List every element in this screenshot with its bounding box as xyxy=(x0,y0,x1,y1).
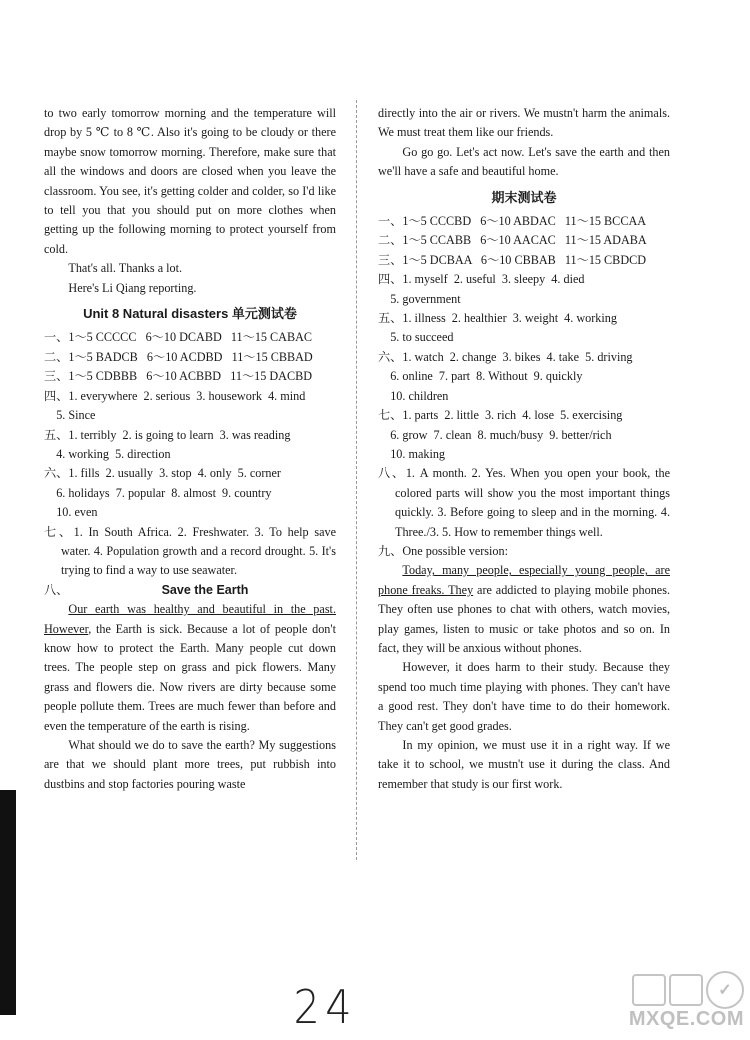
answer-line: 六、1. fills 2. usually 3. stop 4. only 5. corner xyxy=(44,466,281,481)
answer-line: 三、1～5 CDBBB 6～10 ACBBD 11～15 DACBD xyxy=(44,369,313,384)
answer-line: 七、1. parts 2. little 3. rich 4. lose 5. exercising xyxy=(378,408,623,423)
answer-line: 6. grow 7. clean 8. much/busy 9. better/rich xyxy=(378,427,612,442)
essay-title: Save the Earth xyxy=(161,582,249,597)
essay-paragraph: Go go go. Let's act now. Let's save the earth and then we'll have a safe and beautiful home. xyxy=(378,144,670,179)
watermark-block-icon xyxy=(669,974,703,1006)
column-divider xyxy=(356,100,357,860)
answer-line: 二、1～5 BADCB 6～10 ACDBD 11～15 CBBAD xyxy=(44,349,313,364)
answer-line: 4. working 5. direction xyxy=(44,446,171,461)
final-test-title: 期末测试卷 xyxy=(491,189,557,205)
answer-line: 5. Since xyxy=(44,408,96,423)
answer-line: 5. government xyxy=(378,291,461,306)
answer-line: 一、1～5 CCCBD 6～10 ABDAC 11～15 BCCAA xyxy=(378,214,647,229)
essay-paragraph xyxy=(44,600,336,736)
answer-line: 6. online 7. part 8. Without 9. quickly xyxy=(378,369,583,384)
watermark-logo xyxy=(594,972,744,1034)
essay-continuation: directly into the air or rivers. We mustn't harm the animals. We must treat them like our friends. xyxy=(378,106,670,140)
intro-paragraph: to two early tomorrow morning and the temperature will drop by 5 ℃ to 8 ℃. Also it's going to be cloudy or there maybe snow tomorrow morning. Therefore, make sure that all the windows and doors are closed when you leave the classroom. You see, it's getting colder and colder, so I'd like to tell you that you should put on more clothes when getting up the following morning to protect yourself from cold. xyxy=(44,106,336,256)
essay-underlined-text: Today, many people, especially young people, are phone freaks. They xyxy=(378,563,670,597)
answer-line: 五、1. terribly 2. is going to learn 3. was reading xyxy=(44,427,291,442)
essay-underlined-text: Our earth was healthy and beautiful in the past. However xyxy=(44,602,336,636)
closing-line-1: That's all. Thanks a lot. xyxy=(68,261,183,276)
unit-title: Unit 8 Natural disasters 单元测试卷 xyxy=(83,306,297,322)
essay-text: , the Earth is sick. Because a lot of people don't know how to protect the Earth. Many people cut down trees. The people step on grass and pick flowers. Many grass and flowers die. Now rivers are dirty because some people pollute them. Trees are much fewer than before and even the temperature of the earth is rising. xyxy=(44,621,336,733)
reading-answers: 七、1. In South Africa. 2. Freshwater. 3. To help save water. 4. Population growth and a record drought. 5. It's trying to find a way to use seawater. xyxy=(44,524,336,578)
answer-line: 二、1～5 CCABB 6～10 AACAC 11～15 ADABA xyxy=(378,233,647,248)
essay-header xyxy=(44,581,336,600)
answer-line: 6. holidays 7. popular 8. almost 9. country xyxy=(44,485,272,500)
answer-line: 一、1～5 CCCCC 6～10 DCABD 11～15 CABAC xyxy=(44,330,313,345)
answer-line: 四、1. myself 2. useful 3. sleepy 4. died xyxy=(378,272,585,287)
scan-edge-shadow xyxy=(0,790,16,1015)
answer-line: 5. to succeed xyxy=(378,330,454,345)
answer-line: 六、1. watch 2. change 3. bikes 4. take 5. driving xyxy=(378,349,633,364)
right-column xyxy=(378,104,670,794)
essay-paragraph xyxy=(378,561,670,658)
essay-paragraph: In my opinion, we must use it in a right way. If we take it to school, we mustn't use it during the class. And remember that study is our first work. xyxy=(378,738,670,791)
answer-line: 10. making xyxy=(378,446,446,461)
closing-line-2: Here's Li Qiang reporting. xyxy=(68,280,197,295)
essay-paragraph: What should we do to save the earth? My suggestions are that we should plant more trees, put rubbish into dustbins and stop factories pouring waste xyxy=(44,738,336,791)
answer-line: 三、1～5 DCBAA 6～10 CBBAB 11～15 CBDCD xyxy=(378,252,647,267)
watermark-circle-icon: ✓ xyxy=(706,971,744,1009)
watermark-emblem xyxy=(594,972,744,1008)
reading-answers: 八、1. A month. 2. Yes. When you open your book, the colored parts will show you the most important things quickly. 3. Before going to sleep and in the morning. 4. Three./3. 5. How to remember things well. xyxy=(378,466,670,539)
writing-label: 九、One possible version: xyxy=(378,543,508,558)
essay-paragraph: However, it does harm to their study. Because they spend too much time playing with phones. They can't have a good rest. They don't have time to do their homework. They can't get good grades. xyxy=(378,660,670,733)
watermark-url: MXQE.COM xyxy=(628,1008,744,1030)
essay-number: 八、 xyxy=(44,582,69,597)
page-number: 24 xyxy=(293,980,358,1034)
left-column xyxy=(44,104,336,794)
watermark-block-icon xyxy=(632,974,666,1006)
answer-line: 五、1. illness 2. healthier 3. weight 4. working xyxy=(378,311,617,326)
answer-line: 10. even xyxy=(44,505,98,520)
answer-line: 四、1. everywhere 2. serious 3. housework 4. mind xyxy=(44,388,306,403)
essay-text: are addicted to playing mobile phones. They often use phones to chat with others, watch movies, play games, listen to music or take photos and so on. In fact, they will be anxious without phones. xyxy=(378,582,670,655)
answer-line: 10. children xyxy=(378,388,449,403)
